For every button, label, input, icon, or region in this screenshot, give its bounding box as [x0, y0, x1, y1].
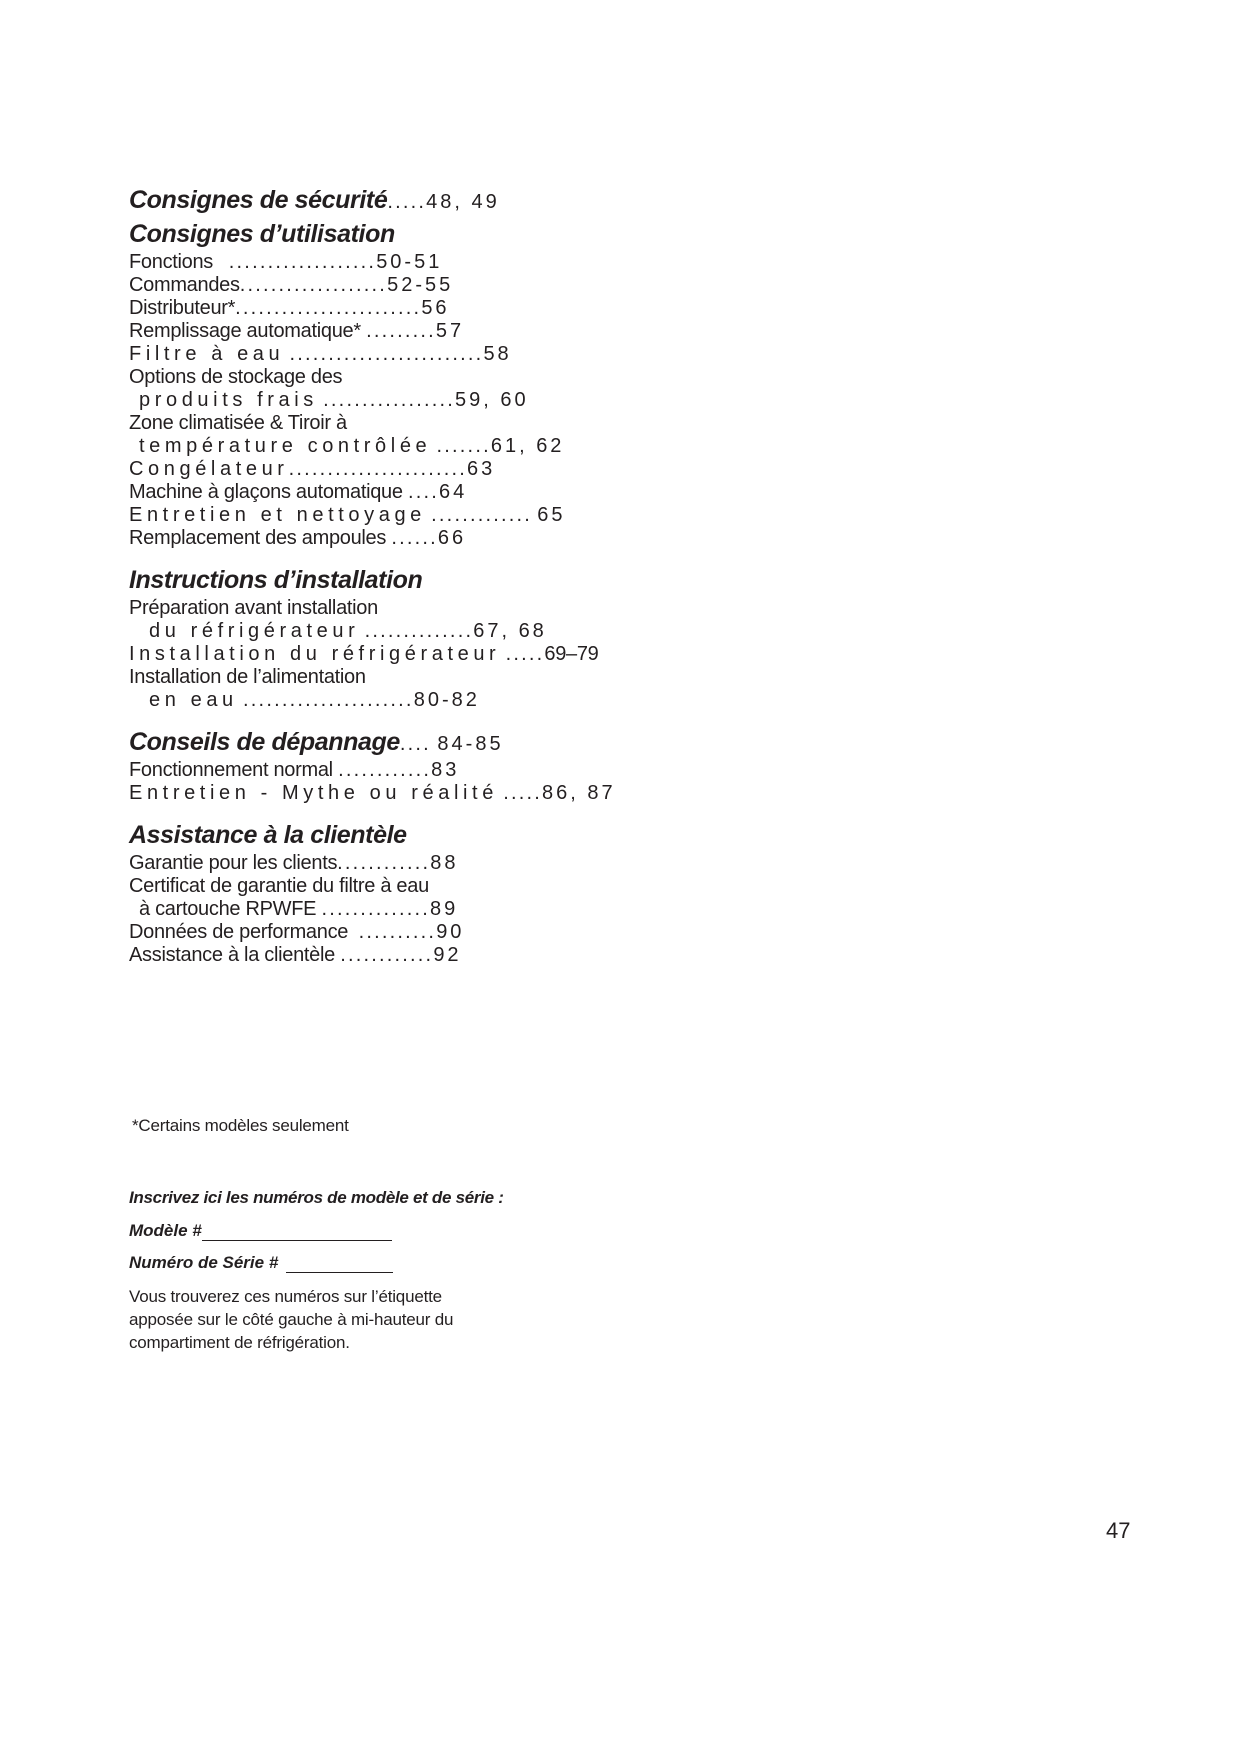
toc-entry-commandes[interactable]: Commandes...................52-55 — [129, 274, 454, 296]
toc-entry-alimentation[interactable]: en eau ......................80-82 — [149, 689, 480, 711]
toc-entry-preparation-line1: Préparation avant installation — [129, 597, 378, 619]
toc-heading-troubleshooting[interactable]: Conseils de dépannage.... 84-85 — [129, 728, 504, 756]
toc-entry-fonctions[interactable]: Fonctions ...................50-51 — [129, 251, 443, 273]
toc-entry-garantie[interactable]: Garantie pour les clients............88 — [129, 852, 459, 874]
toc-entry-options-line1: Options de stockage des — [129, 366, 343, 388]
toc-entry-options[interactable]: produits frais .................59, 60 — [139, 389, 529, 411]
serial-label: Numéro de Série # — [129, 1253, 279, 1272]
model-label: Modèle # — [129, 1221, 202, 1240]
toc-heading-usage[interactable]: Consignes d’utilisation — [129, 220, 395, 248]
toc-entry-machine[interactable]: Machine à glaçons automatique ....64 — [129, 481, 468, 503]
toc-entry-filtre[interactable]: Filtre à eau .........................58 — [129, 343, 512, 365]
toc-heading-safety[interactable]: Consignes de sécurité.....48, 49 — [129, 186, 500, 214]
toc-entry-entretien[interactable]: Entretien et nettoyage ............. 65 — [129, 504, 566, 526]
serial-number-line — [129, 1253, 509, 1273]
serial-number-field[interactable] — [286, 1256, 393, 1273]
toc-entry-myth[interactable]: Entretien - Mythe ou réalité .....86, 87 — [129, 782, 616, 804]
record-description: Vous trouverez ces numéros sur l’étiquette apposée sur le côté gauche à mi-hauteur du compartiment de réfrigération. — [129, 1287, 454, 1352]
toc-entry-assistance[interactable]: Assistance à la clientèle ............92 — [129, 944, 462, 966]
toc-entry-ampoules[interactable]: Remplacement des ampoules ......66 — [129, 527, 467, 549]
toc-entry-zone[interactable]: température contrôlée .......61, 62 — [139, 435, 565, 457]
toc-entry-remplissage[interactable]: Remplissage automatique* .........57 — [129, 320, 465, 342]
model-serial-record — [129, 1186, 509, 1354]
toc-entry-distributeur[interactable]: Distributeur*........................56 — [129, 297, 450, 319]
toc-entry-performance[interactable]: Données de performance ..........90 — [129, 921, 465, 943]
toc-heading-assistance[interactable]: Assistance à la clientèle — [129, 821, 407, 849]
toc-entry-normal[interactable]: Fonctionnement normal ............83 — [129, 759, 460, 781]
toc-entry-congelateur[interactable]: Congélateur.......................63 — [129, 458, 496, 480]
model-number-line — [129, 1221, 509, 1241]
page-number: 47 — [1106, 1518, 1131, 1543]
toc-entry-installation[interactable]: Installation du réfrigérateur .....69–79 — [129, 643, 599, 665]
toc-entry-preparation[interactable]: du réfrigérateur ..............67, 68 — [149, 620, 547, 642]
toc-entry-zone-line1: Zone climatisée & Tiroir à — [129, 412, 347, 434]
footnote: *Certains modèles seulement — [132, 1116, 349, 1135]
toc-entry-certificat-line1: Certificat de garantie du filtre à eau — [129, 875, 429, 897]
toc-entry-alimentation-line1: Installation de l’alimentation — [129, 666, 366, 688]
record-intro: Inscrivez ici les numéros de modèle et de série : — [129, 1188, 504, 1207]
toc-entry-certificat[interactable]: à cartouche RPWFE ..............89 — [139, 898, 459, 920]
table-of-contents — [129, 183, 689, 967]
model-number-field[interactable] — [202, 1224, 392, 1241]
toc-heading-installation[interactable]: Instructions d’installation — [129, 566, 423, 594]
